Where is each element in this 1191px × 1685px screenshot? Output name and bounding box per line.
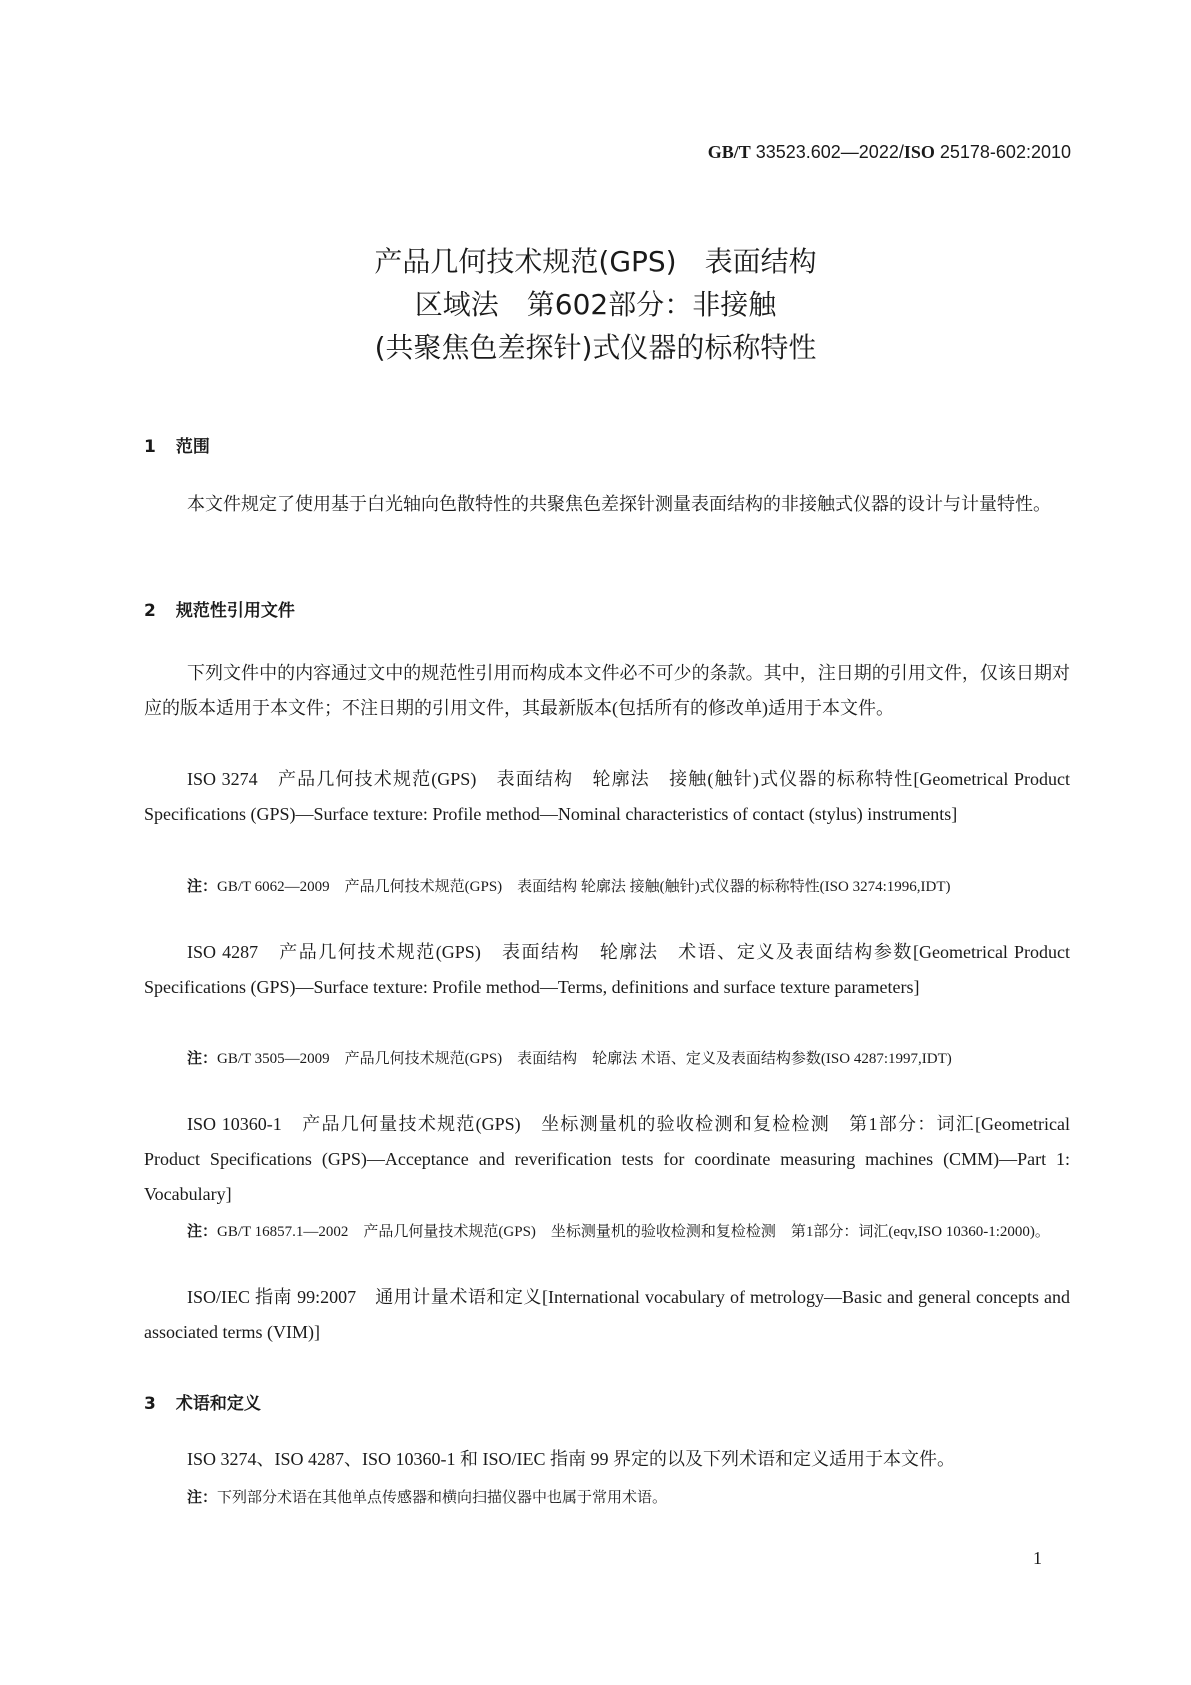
references-intro-paragraph: 下列文件中的内容通过文中的规范性引用而构成本文件必不可少的条款。其中，注日期的引用文件，仅该日期对应的版本适用于本文件；不注日期的引用文件，其最新版本(包括所有的修改单)适用于本文件。 [144,663,1070,718]
note-label: 注： [187,877,218,895]
reference-entry: ISO 4287 产品几何技术规范(GPS) 表面结构 轮廓法 术语、定义及表面结构参数[Geometrical Product Specifications (GPS)—Surface texture: Profile method—Terms, definitions and surface texture parameters] [144,942,1070,997]
section-title: 术语和定义 [175,1394,261,1414]
note-label: 注： [187,1222,218,1240]
section-number: 1 [144,437,156,457]
title-line: 区域法 第602部分：非接触 [414,288,777,321]
note-text: GB/T 3505—2009 产品几何技术规范(GPS) 表面结构 轮廓法 术语、定义及表面结构参数(ISO 4287:1997,IDT) [217,1051,952,1067]
terms-note [187,1481,1070,1515]
reference-entry: ISO/IEC 指南 99:2007 通用计量术语和定义[International vocabulary of metrology—Basic and general concepts and associated terms (VIM)] [144,1287,1070,1342]
iso-number: 25178-602:2010 [934,142,1071,162]
note-text: GB/T 16857.1—2002 产品几何量技术规范(GPS) 坐标测量机的验收检测和复检检测 第1部分：词汇(eqv,ISO 10360-1:2000)。 [217,1224,1050,1240]
page-number: 1 [1033,1548,1042,1568]
reference-note [187,870,1070,904]
reference-note [187,1215,1070,1249]
document-standard-number [708,142,1071,163]
section-number: 3 [144,1394,156,1414]
section-heading-normative-references [144,596,295,621]
iso-prefix: ISO [903,142,935,162]
scope-paragraph: 本文件规定了使用基于白光轴向色散特性的共聚焦色差探针测量表面结构的非接触式仪器的设计与计量特性。 [187,494,1051,514]
reference-note [187,1042,1070,1076]
terms-paragraph: ISO 3274、ISO 4287、ISO 10360-1 和 ISO/IEC 指南 99 界定的以及下列术语和定义适用于本文件。 [187,1449,956,1469]
title-line: (共聚焦色差探针)式仪器的标称特性 [374,331,817,364]
section-heading-scope [144,432,210,457]
section-number: 2 [144,601,156,621]
reference-entry: ISO 10360-1 产品几何量技术规范(GPS) 坐标测量机的验收检测和复检检测 第1部分：词汇[Geometrical Product Specifications (GPS)—Acceptance and reverification tests for coordinate measuring machines (CMM)—Part 1: Vocabulary] [144,1114,1070,1204]
std-prefix: GB/T [707,142,751,162]
section-title: 范围 [175,437,210,457]
title-line: 产品几何技术规范(GPS) 表面结构 [374,245,817,278]
document-title [0,240,1191,369]
reference-entry: ISO 3274 产品几何技术规范(GPS) 表面结构 轮廓法 接触(触针)式仪器的标称特性[Geometrical Product Specifications (GPS)—Surface texture: Profile method—Nominal characteristics of contact (stylus) instruments] [144,769,1070,824]
section-heading-terms [144,1389,261,1414]
std-number: 33523.602—2022/ [750,142,904,162]
section-title: 规范性引用文件 [175,601,295,621]
note-text: GB/T 6062—2009 产品几何技术规范(GPS) 表面结构 轮廓法 接触(触针)式仪器的标称特性(ISO 3274:1996,IDT) [217,879,951,895]
note-label: 注： [187,1049,218,1067]
note-text: 下列部分术语在其他单点传感器和横向扫描仪器中也属于常用术语。 [217,1490,668,1506]
note-label: 注： [187,1488,218,1506]
